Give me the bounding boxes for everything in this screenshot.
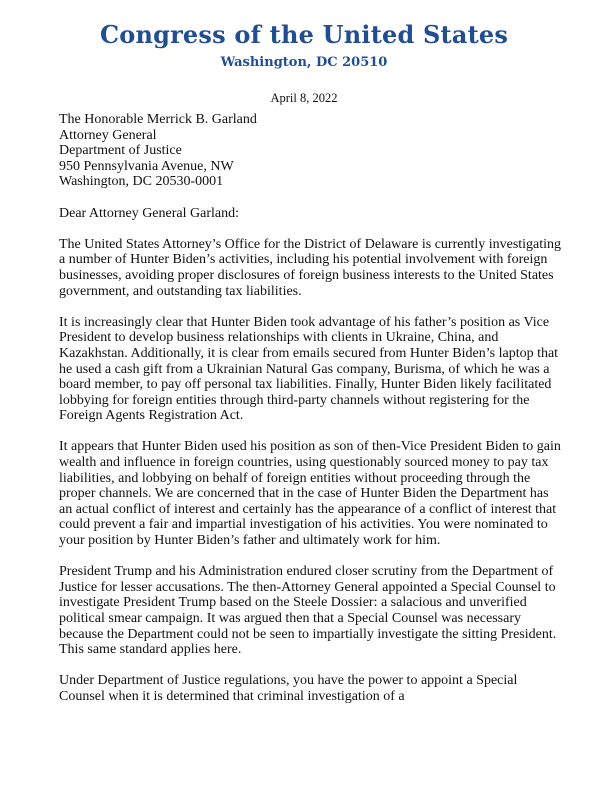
salutation: Dear Attorney General Garland:	[59, 205, 239, 221]
recipient-department: Department of Justice	[59, 143, 182, 159]
paragraph-4: President Trump and his Administration endured closer scrutiny from the Department of Justice for lesser accusations. The then-Attorney General appointed a Special Counsel to investigate President Trump based on the Steele Dossier: a salacious and unverified political smear campaign. It was argued then that a Special Counsel was necessary because the Department could not be seen to impartially investigate the sitting President. This same standard applies here.	[59, 564, 557, 658]
recipient-street: 950 Pennsylvania Avenue, NW	[59, 158, 234, 174]
paragraph-2: It is increasingly clear that Hunter Biden took advantage of his father’s position as Vice President to develop business relationships with clients in Ukraine, China, and Kazakhstan. Additionally, it is clear from emails secured from Hunter Biden’s laptop that he used a cash gift from a Ukrainian Natural Gas company, Burisma, of which he was a board member, to pay off personal tax liabilities. Finally, Hunter Biden likely facilitated lobbying for foreign entities through third-party channels without registering for the Foreign Agents Registration Act.	[59, 314, 559, 424]
recipient-address	[59, 112, 564, 190]
recipient-title: Attorney General	[59, 127, 157, 143]
letterhead-subtitle: Washington, DC 20510	[220, 55, 388, 70]
paragraph-5: Under Department of Justice regulations, you have the power to appoint a Special Counsel when it is determined that criminal investigation of a	[59, 673, 518, 704]
paragraph-3: It appears that Hunter Biden used his position as son of then-Vice President Biden to gain wealth and influence in foreign countries, using questionably sourced money to pay tax liabilities, and lobbying on behalf of foreign entities without proceeding through the proper channels. We are concerned that in the case of Hunter Biden the Department has an actual conflict of interest and certainly has the appearance of a conflict of interest that could prevent a fair and impartial investigation of his activities. You were nominated to your position by Hunter Biden’s father and ultimately work for him.	[59, 439, 561, 549]
letter-body	[59, 112, 564, 720]
recipient-name: The Honorable Merrick B. Garland	[59, 112, 257, 127]
paragraph-1: The United States Attorney’s Office for the District of Delaware is currently investigating a number of Hunter Biden’s activities, including his potential involvement with foreign businesses, avoiding proper disclosures of foreign business interests to the United States government, and outstanding tax liabilities.	[59, 236, 562, 299]
recipient-city: Washington, DC 20530-0001	[59, 174, 224, 190]
letterhead-title: Congress of the United States	[99, 20, 509, 49]
letter-date: April 8, 2022	[270, 91, 338, 105]
